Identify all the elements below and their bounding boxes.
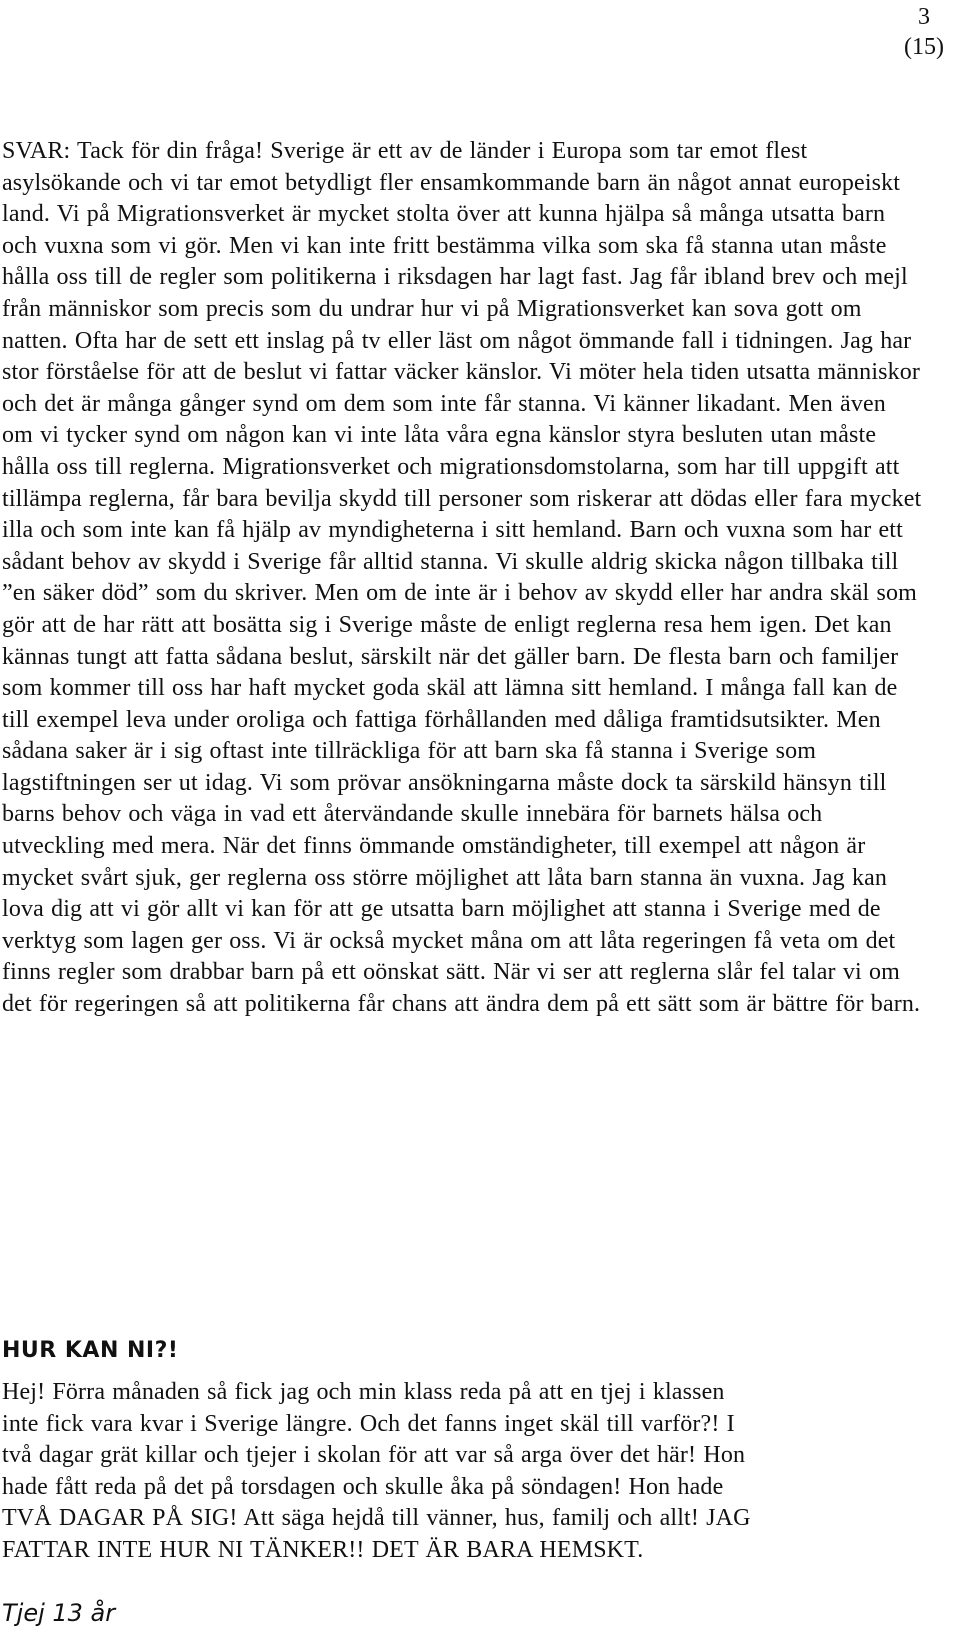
letter-line: inte fick vara kvar i Sverige längre. Och det fanns inget skäl till varför?! I: [2, 1410, 735, 1437]
letter-line: FATTAR INTE HUR NI TÄNKER!! DET ÄR BARA HEMSKT.: [2, 1536, 644, 1563]
page-number: [894, 2, 954, 62]
letter-body: [2, 1377, 902, 1567]
letter-heading: HUR KAN NI?!: [2, 1338, 179, 1363]
answer-paragraph: SVAR: Tack för din fråga! Sverige är ett av de länder i Europa som tar emot flest asylsökande och vi tar emot betydligt fler ensamkommande barn än något annat europeiskt land. Vi på Migrationsverket är mycket stolta över att kunna hjälpa så många utsatta barn och vuxna som vi gör. Men vi kan inte fritt bestämma vilka som ska få stanna utan måste hålla oss till de regler som politikerna i riksdagen har lagt fast. Jag får ibland brev och mejl från människor som precis som du undrar hur vi på Migrationsverket kan sova gott om natten. Ofta har de sett ett inslag på tv eller läst om något ömmande fall i tidningen. Jag har stor förståelse för att de beslut vi fattar väcker känslor. Vi möter hela tiden utsatta människor och det är många gånger synd om dem som inte får stanna. Vi känner likadant. Men även om vi tycker synd om någon kan vi inte låta våra egna känslor styra besluten utan måste hålla oss till reglerna. Migrationsverket och migrationsdomstolarna, som har till uppgift att tillämpa reglerna, får bara bevilja skydd till personer som riskerar att dödas eller fara mycket illa och som inte kan få hjälp av myndigheterna i sitt hemland. Barn och vuxna som har ett sådant behov av skydd i Sverige får alltid stanna. Vi skulle aldrig skicka någon tillbaka till ”en säker död” som du skriver. Men om de inte är i behov av skydd eller har andra skäl som gör att de har rätt att bosätta sig i Sverige måste de enligt reglerna resa hem igen. Det kan kännas tungt att fatta sådana beslut, särskilt när det gäller barn. De flesta barn och familjer som kommer till oss har haft mycket goda skäl att lämna sitt hemland. I många fall kan de till exempel leva under oroliga och fattiga förhållanden med dåliga framtidsutsikter. Men sådana saker är i sig oftast inte tillräckliga för att barn ska få stanna i Sverige som lagstiftningen ser ut idag. Vi som prövar ansökningarna måste dock ta särskild hänsyn till barns behov och väga in vad ett återvändande skulle innebära för barnets hälsa och utveckling med mera. När det finns ömmande omständigheter, till exempel att någon är mycket svårt sjuk, ger reglerna oss större möjlighet att låta barn stanna än vuxna. Jag kan lova dig att vi gör allt vi kan för att ge utsatta barn möjlighet att stanna i Sverige med de verktyg som lagen ger oss. Vi är också mycket måna om att låta regeringen få veta om det finns regler som drabbar barn på ett oönskat sätt. När vi ser att reglerna slår fel talar vi om det för regeringen så att politikerna får chans att ändra dem på ett sätt som är bättre för barn.: [2, 138, 922, 1018]
letter-line: två dagar grät killar och tjejer i skolan för att var så arga över det här! Hon: [2, 1442, 746, 1469]
answer-section: [2, 136, 922, 1021]
page-number-current: 3: [918, 4, 930, 30]
letter-signature: Tjej 13 år: [2, 1599, 116, 1627]
letter-line: Hej! Förra månaden så fick jag och min klass reda på att en tjej i klassen: [2, 1379, 725, 1405]
letter-line: TVÅ DAGAR PÅ SIG! Att säga hejdå till vänner, hus, familj och allt! JAG: [2, 1505, 751, 1532]
page-number-total: (15): [904, 34, 944, 60]
letter-line: hade fått reda på det på torsdagen och skulle åka på söndagen! Hon hade: [2, 1473, 724, 1500]
